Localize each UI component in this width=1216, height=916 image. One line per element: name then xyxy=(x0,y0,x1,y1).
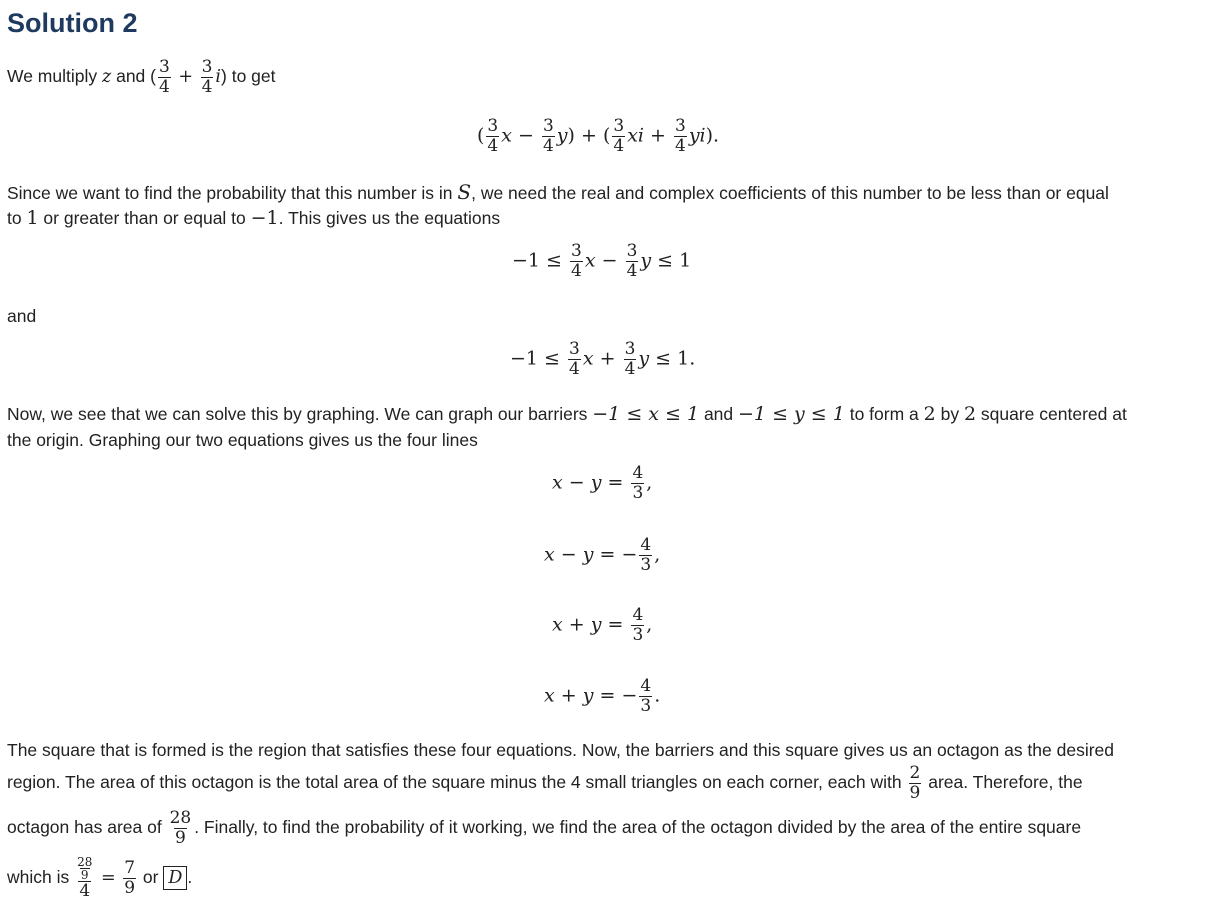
paragraph-line xyxy=(7,401,1127,427)
math-text: x + y = xyxy=(544,684,622,707)
math-text: ≤ 1. xyxy=(649,347,696,370)
variable: x xyxy=(582,347,594,370)
variable: y xyxy=(638,347,650,370)
paren: ). xyxy=(705,124,720,147)
paragraph-line: The square that is formed is the region that satisfies these four equations. Now, the barriers and this square gives us an octagon as the desired xyxy=(7,740,1115,760)
inequality-1 xyxy=(512,242,691,281)
text: , we need the real and complex coefficients of this number to be less than or equal xyxy=(471,183,1109,203)
text: to xyxy=(7,208,27,228)
fraction xyxy=(626,242,639,281)
fraction xyxy=(570,242,583,281)
denominator: 4 xyxy=(624,359,636,379)
denominator: 3 xyxy=(640,696,652,716)
paragraph-line xyxy=(7,856,192,901)
operator: − xyxy=(511,124,540,147)
math-inline: −1 ≤ x ≤ 1 xyxy=(592,403,700,425)
math-text: ≤ 1 xyxy=(651,249,692,272)
numerator: 3 xyxy=(624,339,636,359)
paragraph-line xyxy=(7,809,1081,848)
denominator: 4 xyxy=(542,136,554,156)
line-equation xyxy=(544,536,660,575)
line-equation xyxy=(552,606,652,645)
paragraph-line: the origin. Graphing our two equations gives us the four lines xyxy=(7,430,478,450)
text: and xyxy=(699,404,739,424)
variable: x xyxy=(584,249,596,272)
text: and ( xyxy=(111,66,156,87)
math-i: i xyxy=(215,67,222,88)
fraction xyxy=(612,117,625,156)
math-text: x + y = xyxy=(552,613,630,636)
line-equation xyxy=(552,464,652,503)
and-text: and xyxy=(7,306,37,326)
numerator: 3 xyxy=(487,116,499,136)
numerator: 3 xyxy=(201,57,213,77)
text: Now, we see that we can solve this by graphing. We can graph our barriers xyxy=(7,404,593,424)
fraction xyxy=(201,58,214,97)
denominator: 3 xyxy=(632,483,644,503)
operator: + xyxy=(643,124,672,147)
intro-paragraph xyxy=(7,58,276,97)
text: octagon has area of xyxy=(7,817,167,838)
numerator: 3 xyxy=(626,241,638,261)
boxed-answer: D xyxy=(163,866,187,890)
operator: ) + ( xyxy=(567,124,611,147)
fraction xyxy=(624,340,637,379)
fraction xyxy=(568,340,581,379)
math-number: 1 xyxy=(26,207,39,229)
product-equation xyxy=(477,117,719,156)
compound-fraction xyxy=(76,856,93,901)
denominator: 4 xyxy=(487,136,499,156)
text: or greater than or equal to xyxy=(38,208,251,228)
math-number: 2 xyxy=(963,403,977,425)
line-equation xyxy=(544,677,660,716)
text: to form a xyxy=(844,404,924,424)
sign: − xyxy=(621,543,638,566)
fraction xyxy=(639,677,652,716)
fraction xyxy=(909,764,922,803)
numerator: 28 xyxy=(169,808,192,828)
math-s: S xyxy=(457,180,472,204)
numerator: 3 xyxy=(613,116,625,136)
fraction xyxy=(639,536,652,575)
numerator: 3 xyxy=(542,116,554,136)
numerator: 2 xyxy=(909,763,921,783)
numerator: 3 xyxy=(569,339,580,359)
denominator: 4 xyxy=(569,359,580,379)
operator: + xyxy=(172,67,199,88)
text: square centered at xyxy=(976,404,1127,424)
denominator: 9 xyxy=(909,783,921,803)
math-text: x − y = xyxy=(552,471,630,494)
math-inline: −1 ≤ y ≤ 1 xyxy=(738,403,845,425)
inequality-2 xyxy=(510,340,695,379)
denominator: 4 xyxy=(201,77,213,97)
denominator: 4 xyxy=(613,136,625,156)
fraction xyxy=(631,606,644,645)
text: area. Therefore, the xyxy=(923,772,1083,793)
fraction xyxy=(123,859,136,898)
paragraph-line xyxy=(7,179,1109,206)
denominator: 4 xyxy=(571,261,582,281)
punctuation: . xyxy=(654,684,661,707)
text: which is xyxy=(7,867,75,888)
denominator: 3 xyxy=(632,625,644,645)
denominator: 4 xyxy=(674,136,686,156)
fraction xyxy=(158,58,171,97)
variable: x xyxy=(501,124,512,147)
text: region. The area of this octagon is the total area of the square minus the 4 small triangles on each corner, each with xyxy=(7,772,907,793)
math-z: z xyxy=(101,67,112,88)
denominator: 3 xyxy=(640,555,652,575)
operator: − xyxy=(595,249,624,272)
operator: = xyxy=(95,868,122,889)
fraction xyxy=(542,117,555,156)
text: ) to get xyxy=(221,66,276,87)
text: . This gives us the equations xyxy=(278,208,501,228)
text: Since we want to find the probability that this number is in xyxy=(7,183,458,203)
denominator: 4 xyxy=(79,881,91,901)
numerator: 7 xyxy=(124,858,136,878)
denominator: 9 xyxy=(124,878,136,898)
numerator: 3 xyxy=(674,116,686,136)
numerator: 3 xyxy=(158,57,170,77)
paren: ( xyxy=(477,124,485,147)
text: We multiply xyxy=(7,66,102,87)
math-text: −1 ≤ xyxy=(512,249,569,272)
page-title: Solution 2 xyxy=(7,8,138,38)
text: or xyxy=(138,867,164,888)
numerator: 3 xyxy=(571,241,582,261)
numerator: 4 xyxy=(640,535,652,555)
paragraph-line xyxy=(7,205,500,231)
operator: + xyxy=(593,347,622,370)
fraction xyxy=(486,117,499,156)
denominator: 9 xyxy=(174,828,186,848)
numerator: 28 xyxy=(77,855,93,869)
math-text: x − y = xyxy=(544,543,622,566)
punctuation: , xyxy=(646,613,653,636)
fraction xyxy=(169,809,193,848)
punctuation: , xyxy=(646,471,653,494)
math-number: −1 xyxy=(250,207,279,229)
denominator: 4 xyxy=(626,261,638,281)
variable: xi xyxy=(627,124,644,147)
denominator: 4 xyxy=(158,77,170,97)
fraction xyxy=(674,117,687,156)
punctuation: . xyxy=(187,867,193,888)
paragraph-line xyxy=(7,764,1083,803)
text: . Finally, to find the probability of it working, we find the area of the octagon divided by the area of the entire square xyxy=(194,817,1082,838)
numerator: 4 xyxy=(632,605,644,625)
text: by xyxy=(935,404,964,424)
variable: yi xyxy=(688,124,706,147)
denominator: 9 xyxy=(80,868,89,882)
punctuation: , xyxy=(654,543,661,566)
fraction xyxy=(631,464,644,503)
variable: y xyxy=(556,124,568,147)
math-number: 2 xyxy=(923,403,936,425)
variable: y xyxy=(640,249,652,272)
sign: − xyxy=(621,684,638,707)
numerator: 4 xyxy=(640,676,652,696)
numerator xyxy=(76,856,93,881)
numerator: 4 xyxy=(632,463,644,483)
math-text: −1 ≤ xyxy=(510,347,567,370)
inner-fraction xyxy=(76,856,93,881)
